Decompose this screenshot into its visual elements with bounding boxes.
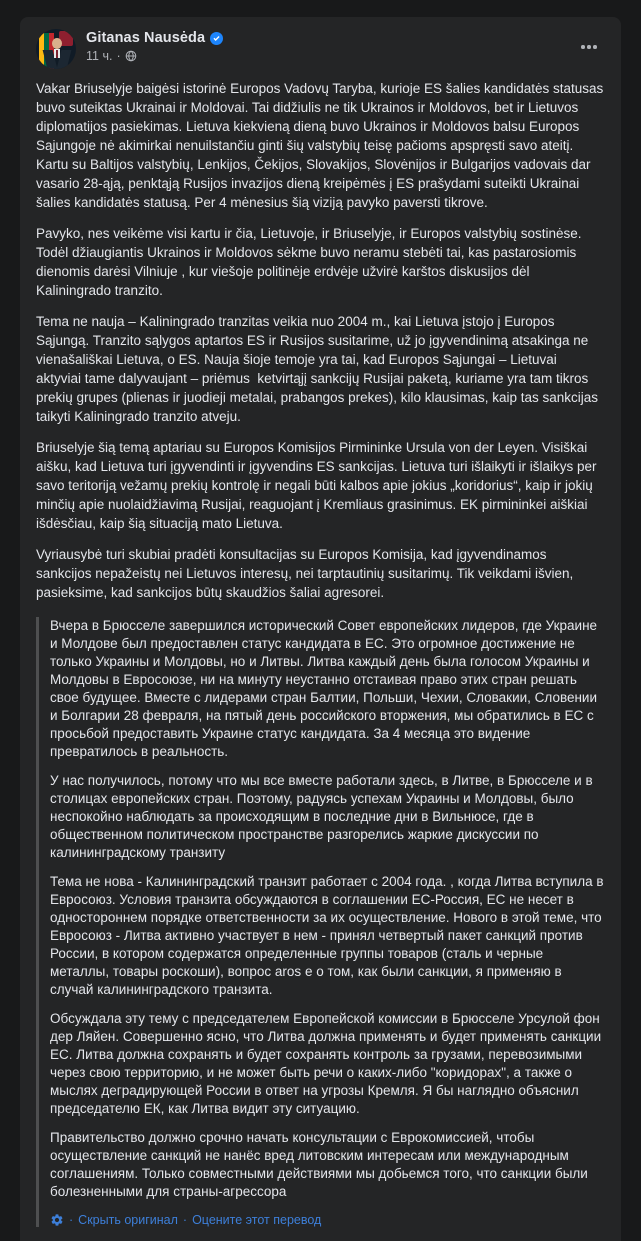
translation-text bbox=[50, 617, 605, 1201]
avatar-figure bbox=[56, 50, 58, 58]
post-paragraph: Pavyko, nes veikėme visi kartu ir čia, Lietuvoje, ir Briuselyje, ir Europos valstybių sostinėse. Todėl džiaugiantis Ukrainos ir Moldovos sėkme buvo neramu stebėti tai, kas pastarosiomis dienomis darėsi Vilniuje , kur viešoje politinėje erdvėje užvirė karštos diskusijos dėl Kaliningrado tranzito. bbox=[36, 226, 585, 298]
translation-paragraph: Обсуждала эту тему с председателем Европейской комиссии в Брюсселе Урсулой фон дер Ляйен. Совершенно ясно, что Литва должна применять и будет применять санкции ЕС. Литва должна сохранять и будет сохранять контроль за грузами, перевозимыми через свою территорию, и не может быть речи о каких-либо "коридорах", а также о мыслях деградирующей России в ответ на угрозы Кремля. Я бы наглядно объяснил председателю ЕК, как Литва видит эту ситуацию. bbox=[50, 1011, 602, 1116]
author-name[interactable]: Gitanas Nausėda bbox=[86, 30, 206, 46]
hide-original-link[interactable]: Скрыть оригинал bbox=[78, 1213, 178, 1227]
translation-paragraph: Тема не нова - Калининградский транзит работает с 2004 года. , когда Литва вступила в Евросоюз. Условия транзита обсуждаются в соглашении ЕС-Россия, ЕС не несет в одностороннем порядке ответственности за их осуществление. Нового в этой теме, что Евросоюз - Литва активно участвует в нем - принял четвертый пакет санкций против России, в котором содержатся определенные группы товаров (сталь и черные металлы, товары роскоши), вопрос aros е о том, как были санкции, я применяю в случай калининградского транзита. bbox=[50, 874, 604, 997]
timestamp[interactable]: 11 ч. bbox=[86, 49, 113, 63]
translation-settings-gear-icon[interactable] bbox=[50, 1213, 64, 1227]
post-paragraph: Tema ne nauja – Kaliningrado tranzitas veikia nuo 2004 m., kai Lietuva įstojo į Europos Sąjungą. Tranzito sąlygos aptartos ES ir Rusijos susitarime, už jo įgyvendinimą atsakinga ne vienašališkai Lietuva, o ES. Nauja šioje temoje yra tai, kad Europos Sąjungai – Lietuvai aktyviai tame dalyvaujant – priėmus ketvirtąjį sankcijų Rusijai paketą, kuriame yra tam tikros prekių grupes (plienas ir juodieji metalai, prabangos prekes), kilo klausimas, kaip tas sankcijas taikyti Kaliningrado tranzito atveju. bbox=[36, 314, 602, 424]
post-header bbox=[36, 29, 605, 69]
more-options-button[interactable] bbox=[573, 31, 605, 63]
avatar[interactable] bbox=[36, 29, 76, 69]
post-meta bbox=[86, 49, 573, 63]
post-paragraph: Briuselyje šią temą aptariau su Europos Komisijos Pirmininke Ursula von der Leyen. Visiškai aišku, kad Lietuva turi įgyvendinti ir įgyvendins ES sankcijas. Lietuva turi išlaikyti ir išlaikys per savo teritoriją vežamų prekių kontrolę ir negali būti kalbos apie jokius „koridorius“, kaip ir jokių minčių apie nuolaidžiavimą Rusijai, reaguojant į Kremliaus grasinimus. EK pirmininkei aiškiai išdėsčiau, kaip šią situaciją mato Lietuva. bbox=[36, 440, 601, 531]
translation-paragraph: Правительство должно срочно начать консультации с Еврокомиссией, чтобы осуществление санкций не нанёс вред литовским интересам или международным соглашениям. Только совместными действиями мы добьемся того, что санкции были болезненными для страны-агрессора bbox=[50, 1130, 588, 1199]
header-info bbox=[86, 29, 573, 63]
meta-separator: · bbox=[116, 49, 121, 63]
post-body-text bbox=[36, 79, 608, 602]
footer-separator: · bbox=[69, 1213, 74, 1227]
verified-badge-icon bbox=[210, 32, 223, 45]
post-paragraph: Vakar Briuselyje baigėsi istorinė Europos Vadovų Taryba, kurioje ES šalies kandidatės statusas buvo suteiktas Ukrainai ir Moldovai. Tai didžiulis ne tik Ukrainos ir Moldovos, bet ir Lietuvos diplomatijos pasiekimas. Lietuva kiekvieną dieną buvo Ukrainos ir Moldovos balsu Europos Sąjungoje nė akimirkai nenuilstančiu ginti šių valstybių teisę pačioms apspręsti savo ateitį. Kartu su Baltijos valstybių, Lenkijos, Čekijos, Slovakijos, Slovėnijos ir Bulgarijos vadovais dar vasario 28-ąją, penktąją Rusijos invazijos dieną kreipėmės į ES prašydami suteikti Ukrainai šalies kandidatės statusą. Per 4 mėnesius šią viziją pavyko paversti tikrove. bbox=[36, 81, 608, 210]
post-card bbox=[20, 17, 621, 1241]
translation-paragraph: У нас получилось, потому что мы все вместе работали здесь, в Литве, в Брюсселе и в столицах европейских стран. Поэтому, радуясь успехам Украины и Молдовы, было неспокойно наблюдать за происходящим в последние дни в Вильнюсе, где в общественном политическом пространстве разгорелись жаркие дискуссии по калининградскому транзиту bbox=[50, 773, 593, 860]
translation-footer bbox=[50, 1213, 605, 1227]
translation-paragraph: Вчера в Брюсселе завершился исторический Совет европейских лидеров, где Украине и Молдове был предоставлен статус кандидата в ЕС. Это огромное достижение не только Украины и Молдовы, но и Литвы. Литва каждый день была голосом Украины и Молдовы в Евросоюзе, ни на минуту неустанно отстаивая право этих стран решать свое будущее. Вместе с лидерами стран Балтии, Польши, Чехии, Словакии, Словении и Болгарии 28 февраля, на пятый день российского вторжения, мы обратились в ЕС с просьбой предоставить Украине статус кандидата. За 4 месяца это видение превратилось в реальность. bbox=[50, 618, 598, 759]
avatar-figure bbox=[52, 38, 62, 49]
footer-separator: · bbox=[182, 1213, 188, 1227]
rate-translation-link[interactable]: Оцените этот перевод bbox=[192, 1213, 322, 1227]
post-paragraph: Vyriausybė turi skubiai pradėti konsultacijas su Europos Komisija, kad įgyvendinamos sankcijos nepažeistų nei Lietuvos interesų, nei tarptautinių susitarimų. Tik veikdami išvien, pasieksime, kad sankcijos būtų skaudžios šaliai agresorei. bbox=[36, 547, 578, 600]
audience-globe-icon bbox=[125, 50, 137, 62]
translation-block bbox=[36, 617, 605, 1227]
